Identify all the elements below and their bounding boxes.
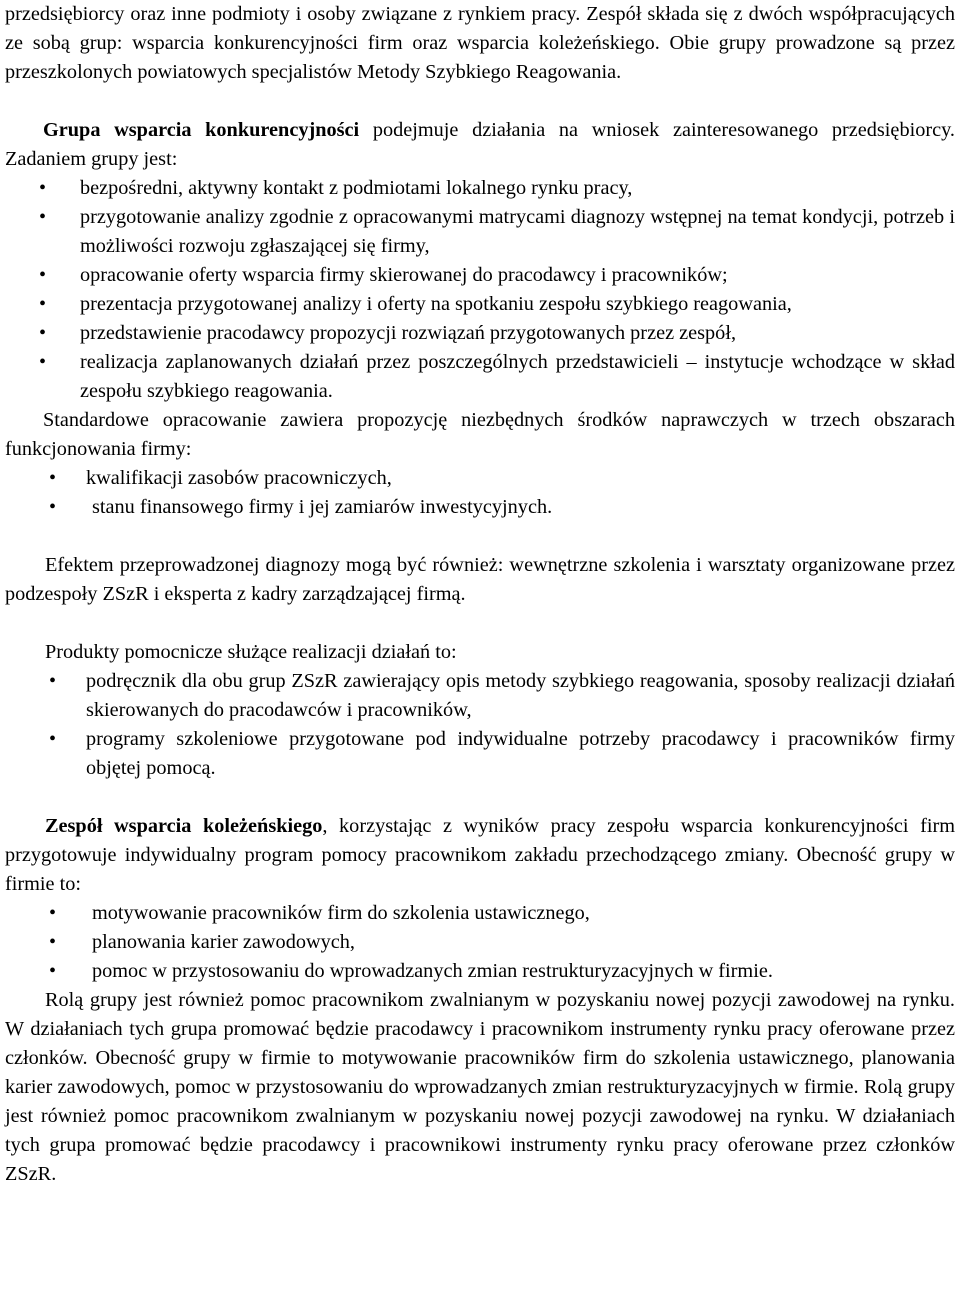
bullet-icon: • (49, 670, 57, 692)
spacer (5, 87, 955, 116)
document-page (5, 0, 955, 1189)
bullet-icon: • (39, 351, 47, 373)
diagnosis-effect-paragraph: Efektem przeprowadzonej diagnozy mogą być również: wewnętrzne szkolenia i warsztaty organizowane przez podzespoły ZSzR i eksperta z kadry zarządzającej firmą. (5, 554, 955, 605)
list-item: • programy szkoleniowe przygotowane pod indywidualne potrzeby pracodawcy i pracowników firmy objętej pomocą. (5, 725, 955, 783)
list-item: • pomoc w przystosowaniu do wprowadzanych zmian restrukturyzacyjnych w firmie. (5, 957, 955, 986)
list-item: • bezpośredni, aktywny kontakt z podmiotami lokalnego rynku pracy, (5, 174, 955, 203)
list-item: • podręcznik dla obu grup ZSzR zawierający opis metody szybkiego reagowania, sposoby realizacji działań skierowanych do pracodawców i pracowników, (5, 667, 955, 725)
bullet-icon: • (39, 293, 47, 315)
spacer (5, 783, 955, 812)
areas-list (5, 464, 955, 522)
competitiveness-group-text: podejmuje działania na wniosek zainteresowanego przedsiębiorcy. Zadaniem grupy jest: (5, 119, 956, 170)
bullet-icon: • (39, 322, 47, 344)
bullet-icon: • (49, 960, 57, 982)
standard-paragraph: Standardowe opracowanie zawiera propozycję niezbędnych środków naprawczych w trzech obszarach funkcjonowania firmy: (5, 409, 955, 460)
products-list (5, 667, 955, 783)
bullet-icon: • (39, 206, 47, 228)
list-item: • motywowanie pracowników firm do szkolenia ustawicznego, (5, 899, 955, 928)
bullet-icon: • (49, 902, 57, 924)
intro-paragraph: przedsiębiorcy oraz inne podmioty i osoby związane z rynkiem pracy. Zespół składa się z dwóch współpracujących ze sobą grup: wsparcia konkurencyjności firm oraz wsparcia koleżeńskiego. Obie grupy prowadzone są przez przeszkolonych powiatowych specjalistów Metody Szybkiego Reagowania. (5, 3, 955, 83)
peer-support-text: , korzystając z wyników pracy zespołu wsparcia konkurencyjności firm przygotowuje indywidualny program pomocy pracownikom zakładu przechodzącego zmiany. Obecność grupy w firmie to: (5, 815, 955, 895)
presence-list (5, 899, 955, 986)
spacer (5, 522, 955, 551)
list-item: • prezentacja przygotowanej analizy i oferty na spotkaniu zespołu szybkiego reagowania, (5, 290, 955, 319)
peer-support-heading: Zespół wsparcia koleżeńskiego (45, 815, 323, 837)
list-item: • planowania karier zawodowych, (5, 928, 955, 957)
competitiveness-group-heading: Grupa wsparcia konkurencyjności (43, 119, 360, 141)
peer-support-paragraph (5, 812, 955, 899)
list-item: • przedstawienie pracodawcy propozycji rozwiązań przygotowanych przez zespół, (5, 319, 955, 348)
list-item: • stanu finansowego firmy i jej zamiarów inwestycyjnych. (5, 493, 955, 522)
group-role-paragraph: Rolą grupy jest również pomoc pracownikom zwalnianym w pozyskaniu nowej pozycji zawodowej na rynku. W działaniach tych grupa promować będzie pracodawcy i pracownikom instrumenty rynku pracy oferowane przez członków. Obecność grupy w firmie to motywowanie pracowników firm do szkolenia ustawicznego, planowania karier zawodowych, pomoc w przystosowaniu do wprowadzanych zmian restrukturyzacyjnych w firmie. Rolą grupy jest również pomoc pracownikom zwalnianym w pozyskaniu nowej pozycji zawodowej na rynku. W działaniach tych grupa promować będzie pracodawcy i pracownikowi instrumenty rynku pracy oferowane przez członków ZSzR. (5, 989, 955, 1185)
products-intro-paragraph: Produkty pomocnicze służące realizacji działań to: (45, 641, 457, 663)
bullet-icon: • (49, 496, 57, 518)
spacer (5, 609, 955, 638)
list-item: • kwalifikacji zasobów pracowniczych, (5, 464, 955, 493)
bullet-icon: • (49, 728, 57, 750)
list-item: • przygotowanie analizy zgodnie z opracowanymi matrycami diagnozy wstępnej na temat kondycji, potrzeb i możliwości rozwoju zgłaszającej się firmy, (5, 203, 955, 261)
competitiveness-group-paragraph (5, 116, 955, 174)
list-item: • realizacja zaplanowanych działań przez poszczególnych przedstawicieli – instytucje wchodzące w skład zespołu szybkiego reagowania. (5, 348, 955, 406)
bullet-icon: • (39, 264, 47, 286)
list-item: • opracowanie oferty wsparcia firmy skierowanej do pracodawcy i pracowników; (5, 261, 955, 290)
bullet-icon: • (49, 931, 57, 953)
bullet-icon: • (49, 467, 57, 489)
bullet-icon: • (39, 177, 47, 199)
tasks-list (5, 174, 955, 406)
